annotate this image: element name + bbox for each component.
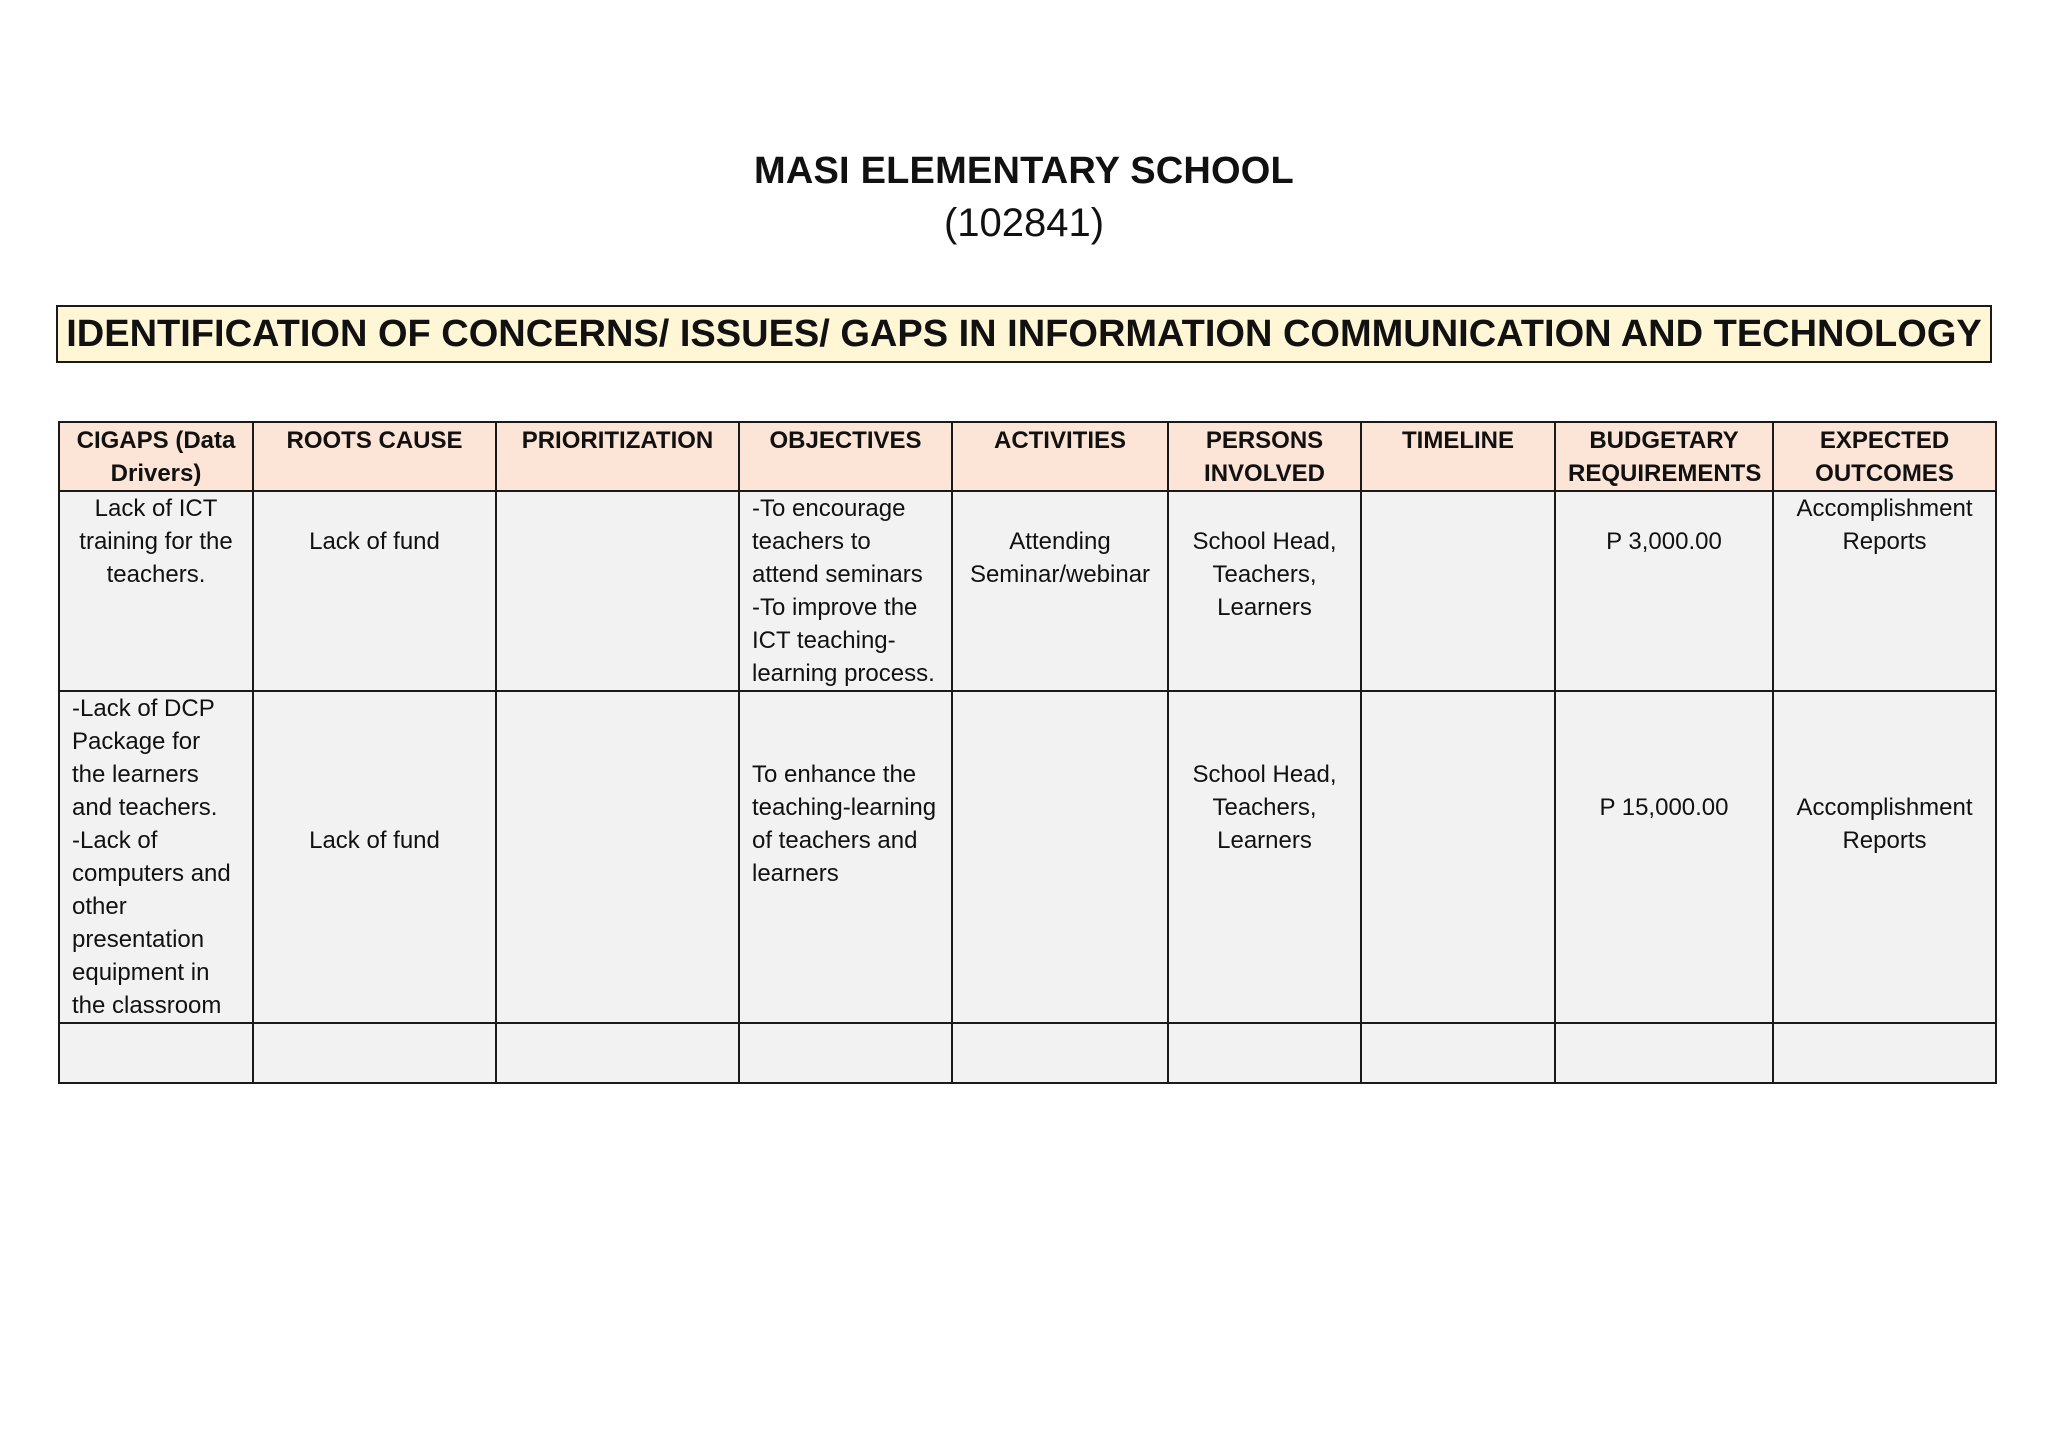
- cell-timeline: [1361, 691, 1555, 1023]
- cell-persons-involved: School Head, Teachers, Learners: [1168, 691, 1361, 1023]
- cell-timeline: [1361, 491, 1555, 691]
- column-header-budgetary-requirements: BUDGETARY REQUIREMENTS: [1555, 422, 1773, 491]
- column-header-persons-involved: PERSONS INVOLVED: [1168, 422, 1361, 491]
- empty-cell: [739, 1023, 952, 1083]
- cell-cigaps: Lack of ICT training for the teachers.: [59, 491, 253, 691]
- column-header-root-cause: ROOTS CAUSE: [253, 422, 496, 491]
- cell-activities: [952, 691, 1168, 1023]
- empty-cell: [1555, 1023, 1773, 1083]
- cell-budget: P 15,000.00: [1555, 691, 1773, 1023]
- cell-objectives: -To encourage teachers to attend seminars -To improve the ICT teaching-learning process.: [739, 491, 952, 691]
- empty-cell: [59, 1023, 253, 1083]
- table-row: [59, 691, 1996, 1023]
- table-row: [59, 491, 1996, 691]
- cell-persons-involved: School Head, Teachers, Learners: [1168, 491, 1361, 691]
- cell-objectives: To enhance the teaching-learning of teachers and learners: [739, 691, 952, 1023]
- column-header-activities: ACTIVITIES: [952, 422, 1168, 491]
- empty-cell: [1773, 1023, 1996, 1083]
- cell-root-cause: Lack of fund: [253, 491, 496, 691]
- column-header-cigaps: CIGAPS (Data Drivers): [59, 422, 253, 491]
- school-name: MASI ELEMENTARY SCHOOL: [754, 150, 1294, 192]
- empty-cell: [496, 1023, 739, 1083]
- empty-cell: [253, 1023, 496, 1083]
- column-header-prioritization: PRIORITIZATION: [496, 422, 739, 491]
- cell-expected-outcomes: Accomplishment Reports: [1773, 691, 1996, 1023]
- cell-prioritization: [496, 691, 739, 1023]
- cell-expected-outcomes: Accomplishment Reports: [1773, 491, 1996, 691]
- column-header-timeline: TIMELINE: [1361, 422, 1555, 491]
- ict-gaps-table: [58, 421, 1997, 1084]
- table-row-empty: [59, 1023, 1996, 1083]
- cell-budget: P 3,000.00: [1555, 491, 1773, 691]
- empty-cell: [952, 1023, 1168, 1083]
- empty-cell: [1361, 1023, 1555, 1083]
- school-id: (102841): [943, 201, 1105, 245]
- section-title-banner: IDENTIFICATION OF CONCERNS/ ISSUES/ GAPS IN INFORMATION COMMUNICATION AND TECHNOLOGY: [56, 305, 1992, 363]
- cell-root-cause: Lack of fund: [253, 691, 496, 1023]
- cell-prioritization: [496, 491, 739, 691]
- table-header-row: [59, 422, 1996, 491]
- cell-cigaps: -Lack of DCP Package for the learners and teachers. -Lack of computers and other presentation equipment in the classroom: [59, 691, 253, 1023]
- cell-activities: Attending Seminar/webinar: [952, 491, 1168, 691]
- column-header-expected-outcomes: EXPECTED OUTCOMES: [1773, 422, 1996, 491]
- column-header-objectives: OBJECTIVES: [739, 422, 952, 491]
- empty-cell: [1168, 1023, 1361, 1083]
